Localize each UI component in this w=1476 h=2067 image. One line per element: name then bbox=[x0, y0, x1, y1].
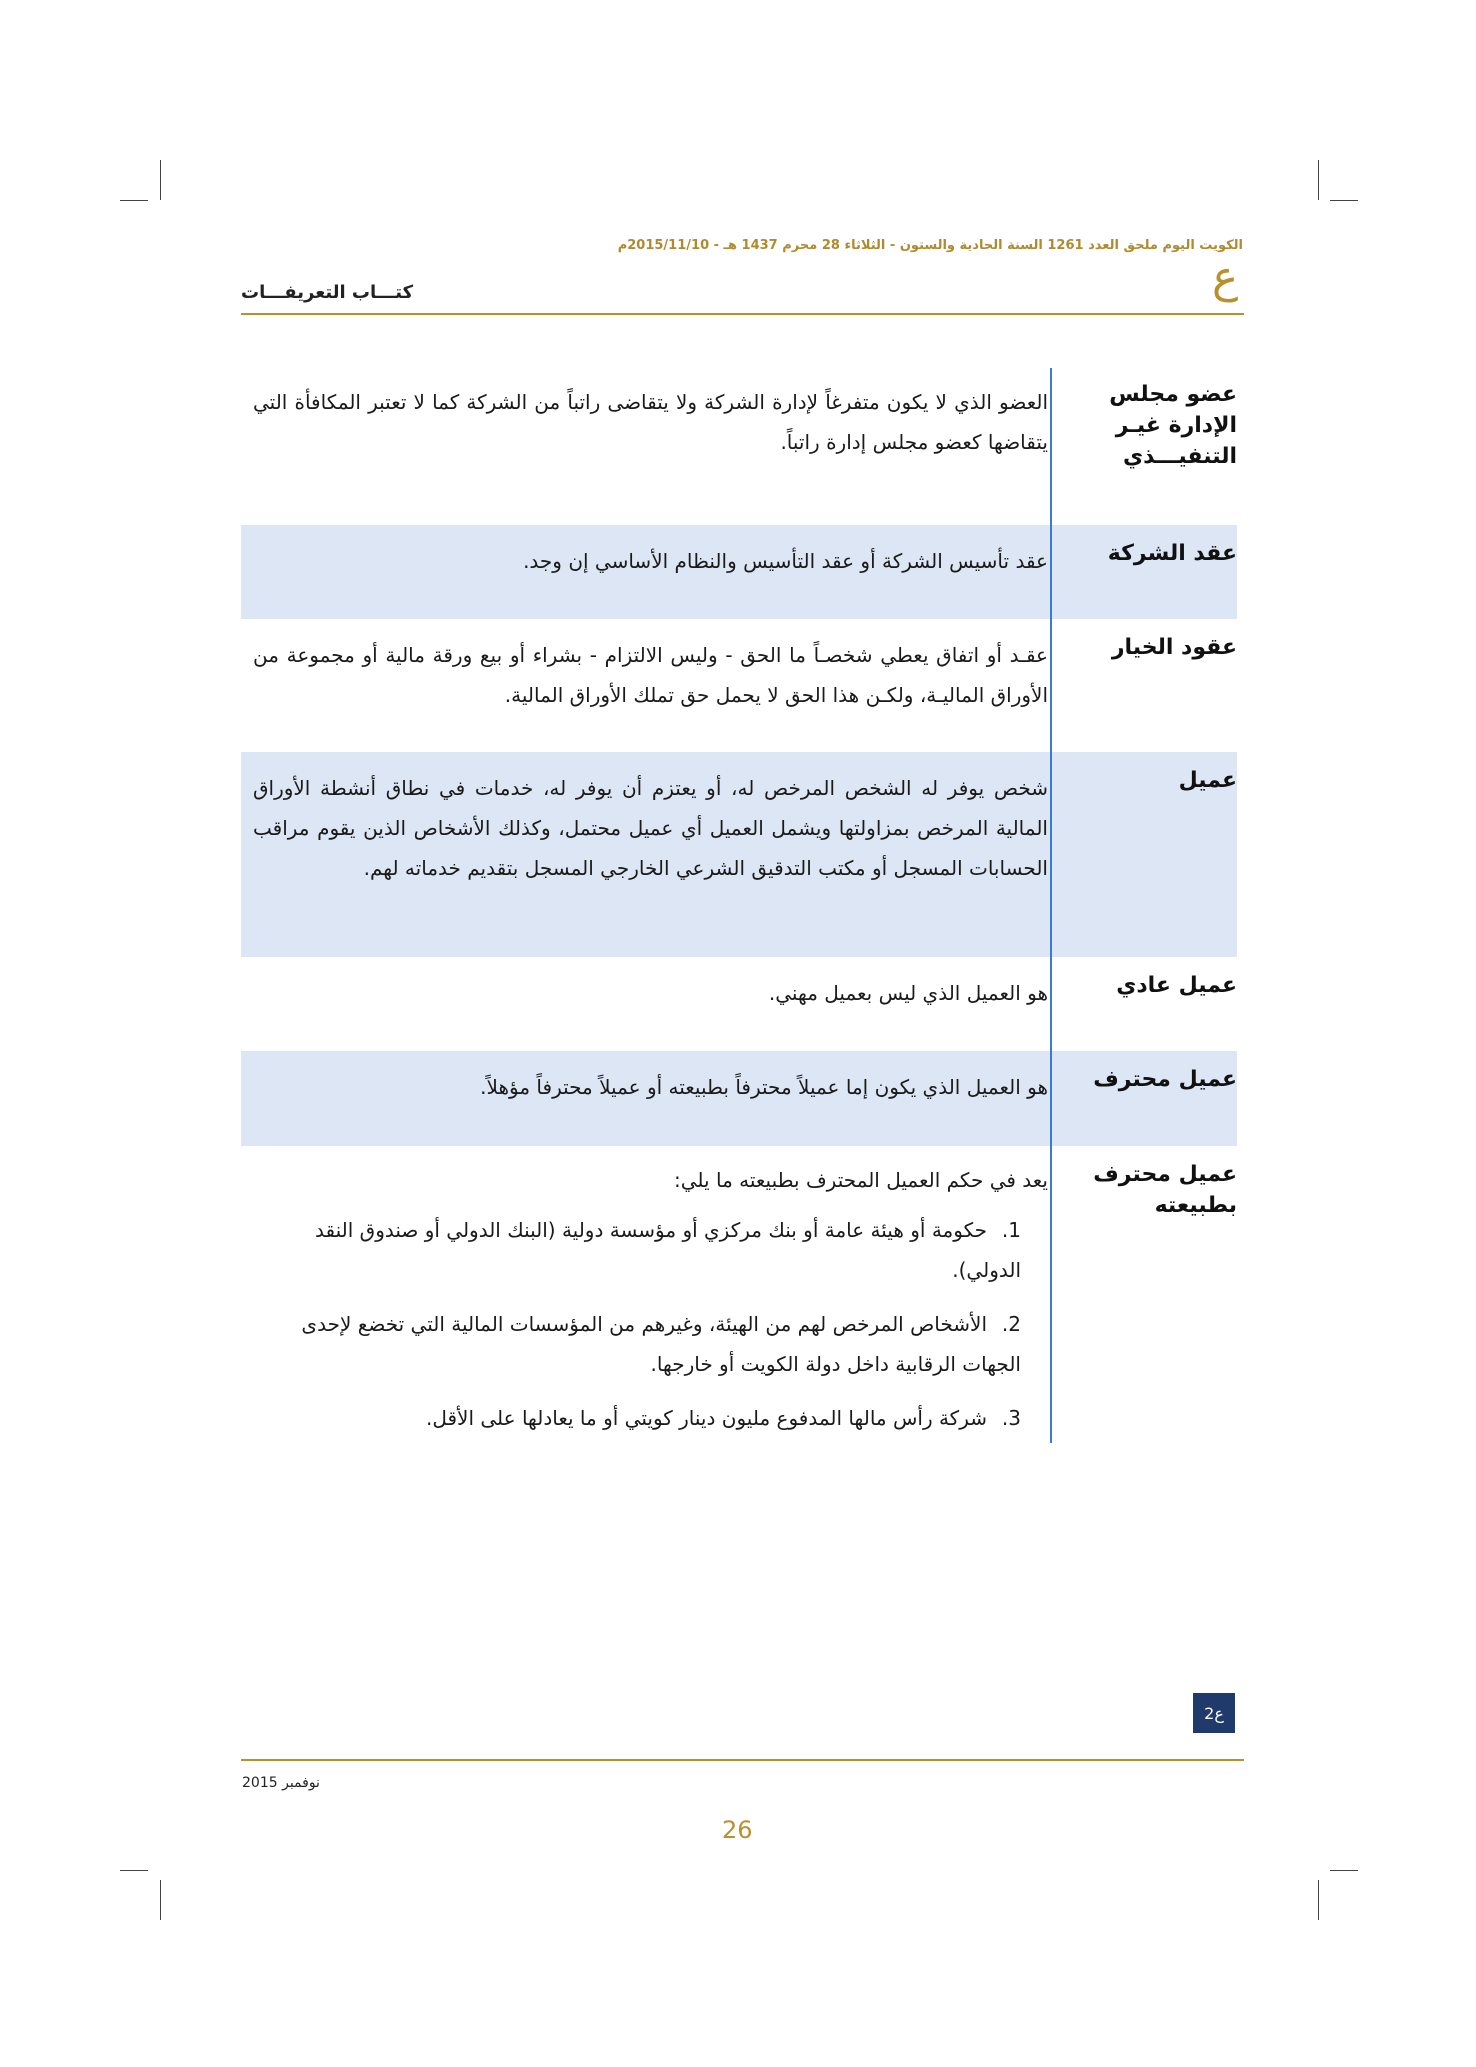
section-letter: ع bbox=[1212, 252, 1239, 303]
definition-row bbox=[241, 752, 1237, 957]
book-title: كتـــاب التعريفـــات bbox=[241, 282, 414, 303]
crop-mark bbox=[160, 1880, 161, 1920]
definition-row bbox=[241, 957, 1237, 1051]
footer-date: نوفمبر 2015 bbox=[242, 1775, 320, 1791]
list-item-text: حكومة أو هيئة عامة أو بنك مركزي أو مؤسسة دولية (البنك الدولي أو صندوق النقد الدولي). bbox=[315, 1218, 1021, 1282]
crop-mark bbox=[120, 200, 148, 201]
crop-mark bbox=[1330, 1870, 1358, 1871]
list-item-number: 1. bbox=[1001, 1218, 1021, 1242]
running-header: الكويت اليوم ملحق العدد 1261 السنة الحادية والستون - الثلاثاء 28 محرم 1437 هـ - 2015/11/10م bbox=[617, 238, 1243, 253]
definition-row bbox=[241, 1146, 1237, 1446]
list-item bbox=[261, 1210, 1021, 1290]
crop-mark bbox=[1330, 200, 1358, 201]
page-badge: ع2 bbox=[1193, 1693, 1235, 1733]
crop-mark bbox=[1318, 160, 1319, 200]
footer-divider bbox=[241, 1759, 1244, 1761]
page-number: 26 bbox=[722, 1816, 753, 1844]
definition-term: عميل محترف بطبيعته bbox=[1093, 1162, 1237, 1218]
column-divider bbox=[1050, 368, 1052, 1443]
definition-text: عقـد أو اتفاق يعطي شخصـاً ما الحق - وليس الالتزام - بشراء أو بيع ورقة مالية أو مجموعة من الأوراق الماليـة، ولكـن هذا الحق لا يحمل حق تملك الأوراق المالية. bbox=[253, 643, 1048, 707]
definition-text: عقد تأسيس الشركة أو عقد التأسيس والنظام الأساسي إن وجد. bbox=[523, 549, 1048, 573]
definition-row bbox=[241, 1051, 1237, 1146]
list-item-number: 3. bbox=[1001, 1406, 1021, 1430]
definition-text: هو العميل الذي ليس بعميل مهني. bbox=[768, 981, 1048, 1005]
list-item bbox=[261, 1398, 1021, 1438]
list-item-number: 2. bbox=[1001, 1312, 1021, 1336]
list-item bbox=[261, 1304, 1021, 1384]
definition-term: عميل محترف bbox=[1093, 1067, 1237, 1092]
definition-row bbox=[241, 366, 1237, 516]
definition-term: عقود الخيار bbox=[1111, 635, 1237, 660]
definition-row bbox=[241, 619, 1237, 752]
definition-term: عقد الشركة bbox=[1107, 541, 1237, 566]
definition-term: عميل عادي bbox=[1116, 973, 1237, 998]
definition-term: عميل bbox=[1178, 768, 1237, 793]
definition-lead: يعد في حكم العميل المحترف بطبيعته ما يلي: bbox=[674, 1168, 1048, 1192]
definition-text: هو العميل الذي يكون إما عميلاً محترفاً بطبيعته أو عميلاً محترفاً مؤهلاً. bbox=[480, 1075, 1048, 1099]
crop-mark bbox=[120, 1870, 148, 1871]
definition-text: شخص يوفر له الشخص المرخص له، أو يعتزم أن يوفر له، خدمات في نطاق أنشطة الأوراق المالية المرخص بمزاولتها ويشمل العميل أي عميل محتمل، وكذلك الأشخاص الذين يقوم مراقب الحسابات المسجل أو مكتب التدقيق الشرعي الخارجي المسجل بتقديم خدماته لهم. bbox=[253, 776, 1048, 880]
header-divider bbox=[241, 313, 1244, 315]
list-item-text: الأشخاص المرخص لهم من الهيئة، وغيرهم من المؤسسات المالية التي تخضع لإحدى الجهات الرقابية داخل دولة الكويت أو خارجها. bbox=[301, 1312, 1021, 1376]
crop-mark bbox=[1318, 1880, 1319, 1920]
crop-mark bbox=[160, 160, 161, 200]
definition-row bbox=[241, 525, 1237, 619]
definition-term: عضو مجلس الإدارة غيـر التنفيـــذي bbox=[1109, 382, 1237, 469]
definition-text: العضو الذي لا يكون متفرغاً لإدارة الشركة ولا يتقاضى راتباً من الشركة كما لا تعتبر المكافأة التي يتقاضها كعضو مجلس إدارة راتباً. bbox=[253, 390, 1048, 454]
list-item-text: شركة رأس مالها المدفوع مليون دينار كويتي أو ما يعادلها على الأقل. bbox=[425, 1406, 987, 1430]
